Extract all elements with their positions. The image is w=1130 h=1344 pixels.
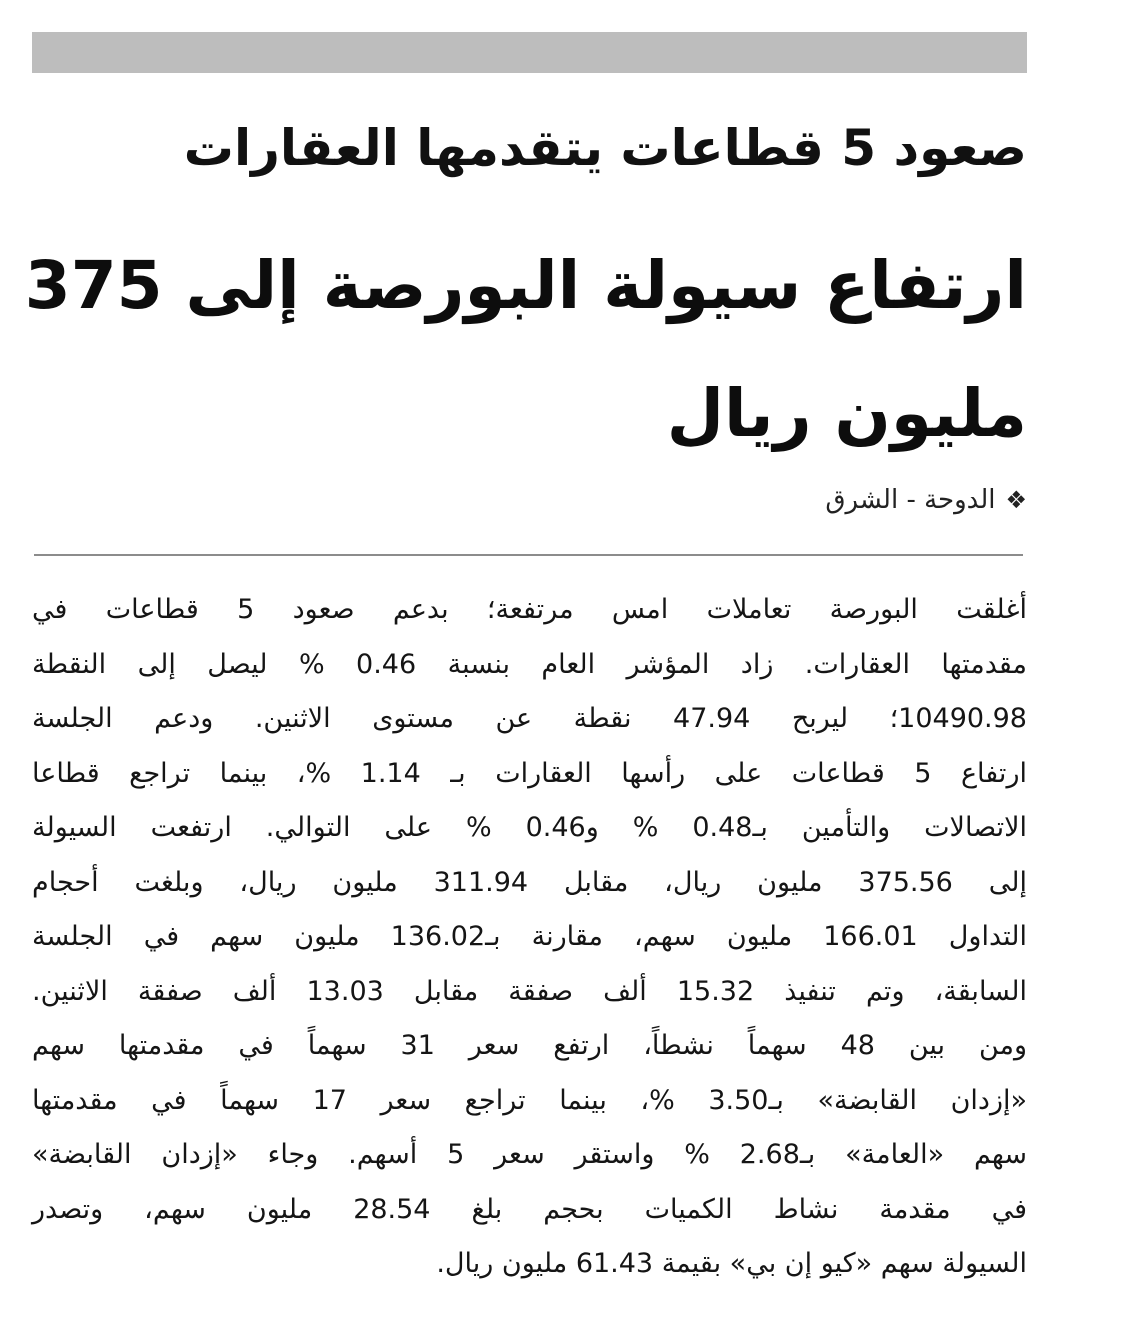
headline-line: ارتفاع سيولة البورصة إلى 375: [24, 247, 1027, 324]
body-line: ومن بين 48 سهماً نشطاً، ارتفع سعر 31 سهماً في مقدمتها سهم: [32, 1030, 1027, 1061]
body-line: مقدمتها العقارات. زاد المؤشر العام بنسبة 0.46 % ليصل إلى النقطة: [32, 648, 1027, 680]
article-kicker: صعود 5 قطاعات يتقدمها العقارات: [183, 119, 1027, 177]
article-byline: [825, 478, 1027, 522]
article-headline: [24, 222, 1027, 478]
article-body: [32, 583, 1027, 1292]
body-line: الاتصالات والتأمين بـ0.48 % و0.46 % على التوالي. ارتفعت السيولة: [32, 812, 1028, 843]
headline-line: مليون ريال: [666, 375, 1027, 452]
section-header-bar: [32, 32, 1027, 73]
body-line: السابقة، وتم تنفيذ 15.32 ألف صفقة مقابل 13.03 ألف صفقة الاثنين.: [32, 975, 1027, 1007]
byline-divider: [34, 554, 1023, 556]
byline-source: الدوحة - الشرق: [825, 485, 996, 515]
body-line: إلى 375.56 مليون ريال، مقابل 311.94 مليون ريال، وبلغت أحجام: [32, 866, 1027, 898]
body-line: أغلقت البورصة تعاملات امس مرتفعة؛ بدعم صعود 5 قطاعات في: [32, 594, 1027, 625]
body-line: سهم «العامة» بـ2.68 % واستقر سعر 5 أسهم. وجاء «إزدان القابضة»: [32, 1139, 1027, 1170]
body-line: «إزدان القابضة» بـ3.50 %، بينما تراجع سعر 17 سهماً في مقدمتها: [32, 1084, 1027, 1116]
body-line: السيولة سهم «كيو إن بي» بقيمة 61.43 مليون ريال.: [436, 1248, 1027, 1279]
body-line: في مقدمة نشاط الكميات بحجم بلغ 28.54 مليون سهم، وتصدر: [32, 1193, 1027, 1225]
body-line: ارتفاع 5 قطاعات على رأسها العقارات بـ 1.14 %، بينما تراجع قطاعا: [32, 757, 1027, 789]
body-line: التداول 166.01 مليون سهم، مقارنة بـ136.02 مليون سهم في الجلسة: [32, 921, 1027, 952]
body-line: 10490.98؛ ليربح 47.94 نقطة عن مستوى الاثنين. ودعم الجلسة: [32, 703, 1027, 734]
byline-bullet-icon: ❖: [1005, 486, 1027, 514]
